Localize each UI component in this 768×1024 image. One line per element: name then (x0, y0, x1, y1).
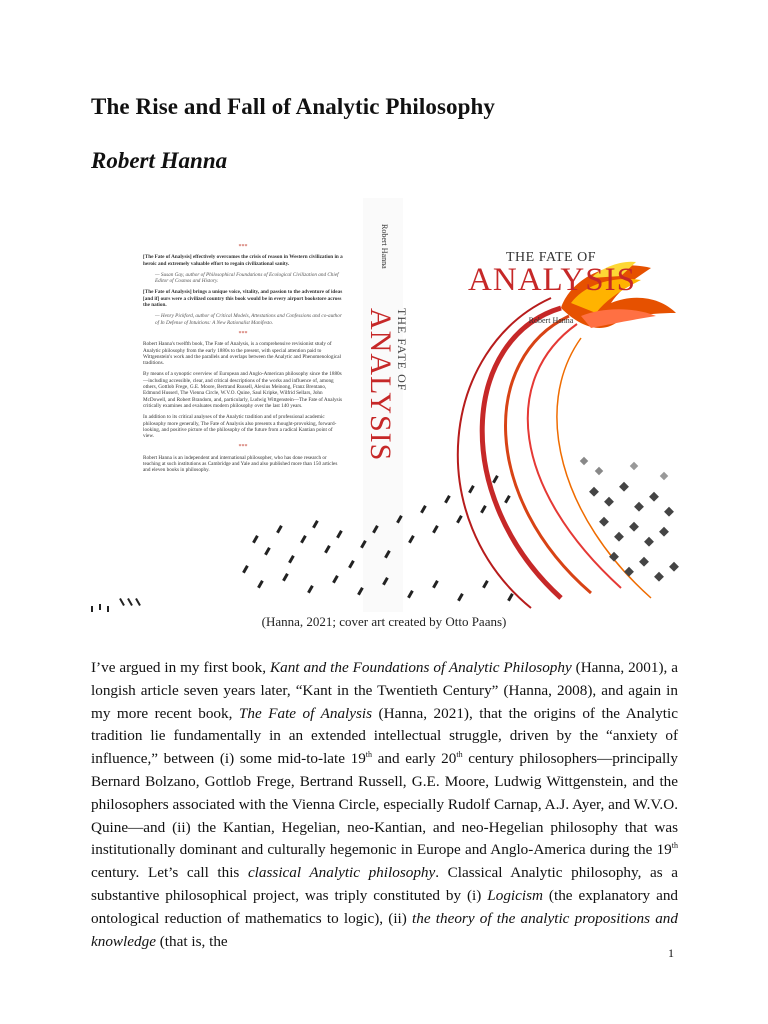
text-span: (Hanna, 2001), a longish article seven years later, “Kant in the Twentieth Century” (Hanna, 2008), and again in my more recent book, (91, 659, 678, 722)
term-italic: the theory of the analytic propositions and knowledge (91, 909, 678, 950)
back-paragraph-1: Robert Hanna's twelfth book, The Fate of Analysis, is a comprehensive revisionist study of Analytic philosophy from the early 1880s to the present, with special attention paid to Wittgenstein's work and the parallels and overlaps between the Analytic and Phenomenological traditions. (143, 341, 341, 367)
back-paragraph-4: Robert Hanna is an independent and international philosopher, who has done research or teaching at such institutions as Cambridge and Yale and also published more than 150 articles and eleven books in philosophy. (143, 454, 338, 474)
text-span: century philosophers—principally Bernard Bolzano, Gottlob Frege, Bertrand Russell, G.E. Moore, Ludwig Wittgenstein, and the philosophers associated with the Vienna Circle, especially Rudolf Carnap, A.J. Ayer, and W.V.O. Quine—and (ii) the Kantian, Hegelian, neo-Kantian, and neo-Hegelian philosophy that was institutionally dominant and culturally hegemonic in Europe and Anglo-America during the 19 (91, 750, 678, 859)
star-divider: *** (238, 444, 248, 451)
superscript: th (671, 841, 678, 851)
corner-marks (91, 598, 141, 612)
body-paragraph (91, 657, 678, 953)
back-attribution-2: — Henry Pickford, author of Critical Models, Attestations and Confessions and co-author of In Defense of Intuitions: A New Rationalist Manifesto. (155, 313, 342, 326)
figure-caption: (Hanna, 2021; cover art created by Otto Paans) (261, 614, 507, 629)
back-paragraph-3: In addition to its critical analyses of the Analytic tradition and of professional academic philosophy more generally, The Fate of Analysis also presents a thought-provoking, forward-looking, and positive picture of the philosophy of the future from a radical Kantian point of view. (143, 414, 337, 440)
back-cover-text (143, 242, 343, 479)
front-cover-title-big: ANALYSIS (468, 262, 636, 298)
back-quote-1: [The Fate of Analysis] effectively overcomes the crisis of reason in Western civilization in a heroic and extremely valuable effort to regain civilizational sanity. (143, 254, 343, 267)
back-paragraph-2: By means of a synoptic overview of European and Anglo-American philosophy since the 1880s—including accessible, clear, and critical descriptions of the works and influence of, among others, Gottlob Frege, G.E. Moore, Bertrand Russell, Alexius Meinong, Franz Brentano, Edmund Husserl, The Vienna Circle, W.V.O. Quine, Saul Kripke, Wilfrid Sellars, John McDowell, and Robert Brandom, and, particularly, Ludwig Wittgenstein—The Fate of Analysis critically examines and evaluates modern philosophy over the last 140 years. (143, 371, 343, 409)
text-span: . Classical Analytic philosophy, as a substantive philosophical project, was triply constituted by (i) (91, 864, 678, 904)
back-quote-2: [The Fate of Analysis] brings a unique voice, vitality, and passion to the adventure of ideas [and if] ours were a civilized country this book would be in every airport bookstore across the nation. (143, 289, 343, 309)
star-divider: *** (238, 244, 248, 250)
text-span: (the explanatory and ontological reduction of mathematics to logic), (ii) (91, 886, 679, 927)
book-title-italic: The Fate of Analysis (238, 704, 373, 722)
term-italic: Logicism (487, 886, 543, 904)
spine-title-small: THE FATE OF (395, 308, 409, 392)
text-span: and early 20 (372, 750, 457, 768)
text-span: (Hanna, 2021), that the origins of the Analytic tradition lie fundamentally in an extended intellectual struggle, driven by the “anxiety of influence,” between (i) some mid-to-late 19 (91, 704, 678, 768)
swirl-art (458, 298, 651, 608)
spine-author: Robert Hanna (380, 224, 389, 269)
front-cover-title-small: THE FATE OF (505, 250, 597, 265)
back-attribution-1: — Susan Gay, author of Philosophical Foundations of Ecological Civilization and Chief Editor of Cosmos and History. (155, 271, 339, 285)
spine-title-big: ANALYSIS (364, 308, 397, 462)
star-divider: *** (238, 330, 248, 337)
superscript: th (365, 750, 373, 760)
book-cover-figure (91, 198, 679, 612)
page-number: 1 (668, 946, 674, 960)
text-span: century. Let’s call this (91, 864, 248, 882)
text-span: (that is, the (155, 932, 228, 950)
superscript: th (456, 750, 463, 760)
book-title-italic: Kant and the Foundations of Analytic Philosophy (269, 659, 572, 676)
author-name: Robert Hanna (91, 148, 228, 173)
text-span: I’ve argued in my first book, (91, 659, 270, 676)
page-title: The Rise and Fall of Analytic Philosophy (91, 94, 496, 119)
term-italic: classical Analytic philosophy (247, 864, 436, 882)
front-cover-author: Robert Hanna (528, 316, 574, 325)
